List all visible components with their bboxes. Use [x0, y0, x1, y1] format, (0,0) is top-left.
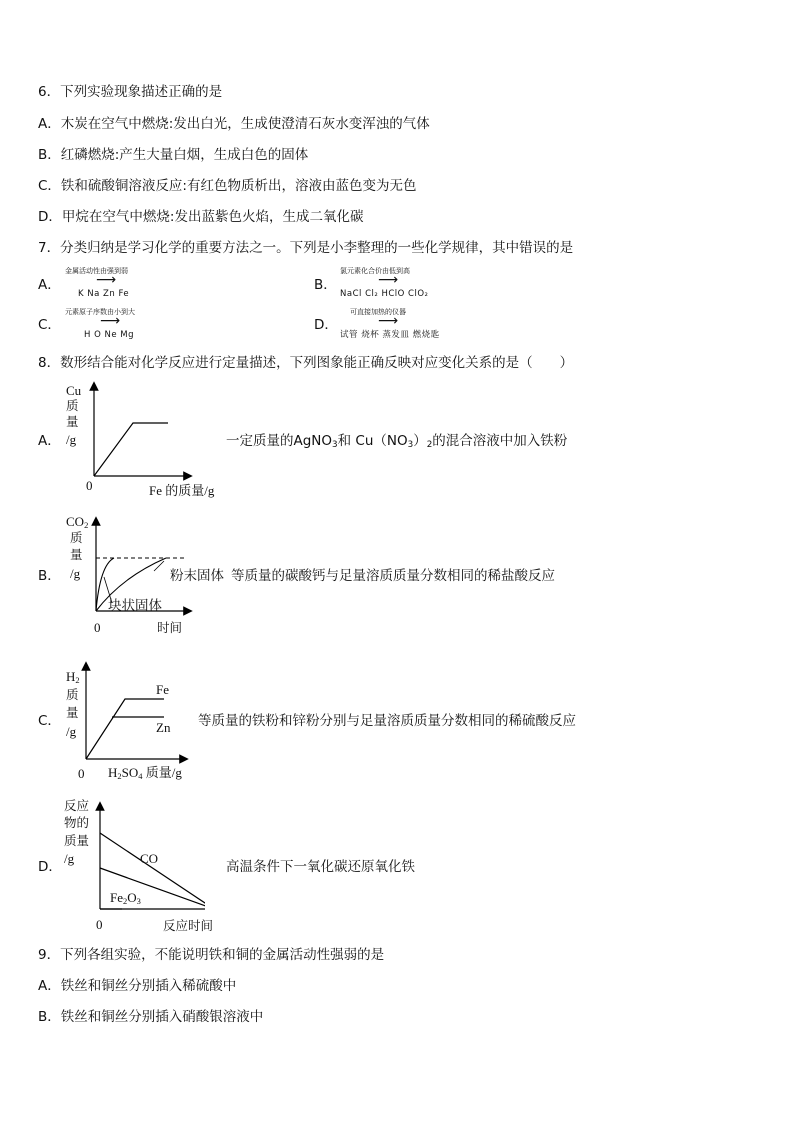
- q9-option-b[interactable]: B．铁丝和铜丝分别插入硝酸银溶液中: [38, 1009, 264, 1025]
- q6-option-d[interactable]: D．甲烷在空气中燃烧:发出蓝紫色火焰，生成二氧化碳: [38, 209, 364, 225]
- q8-option-c-label: C．: [38, 713, 61, 729]
- graph-c-ylabel-top: $H_2$: [66, 669, 80, 686]
- q7-option-a-items: K Na Zn Fe: [78, 289, 130, 299]
- graph-b-ylabel-3: /g: [70, 566, 81, 581]
- q7-option-d-items: 试管 烧杯 蒸发皿 燃烧匙: [340, 330, 440, 340]
- q8-option-d-label: D．: [38, 859, 62, 875]
- q7-option-d-label: D．: [314, 317, 338, 333]
- q6-option-a[interactable]: A．木炭在空气中燃烧:发出白光，生成使澄清石灰水变浑浊的气体: [38, 116, 430, 132]
- curve-fe: [86, 699, 164, 759]
- q8-option-a-desc: 一定质量的AgNO$_3$和 $Cu(NO_3)_2$的混合溶液中加入铁粉: [226, 433, 568, 451]
- q6-option-b[interactable]: B．红磷燃烧:产生大量白烟，生成白色的固体: [38, 147, 309, 163]
- q6-stem: 6．下列实验现象描述正确的是: [38, 84, 223, 100]
- q7-option-c-caption: 元素原子序数由小到大: [65, 308, 135, 316]
- graph-b-curve-powder-label: 粉末固体: [170, 568, 224, 584]
- graph-a-ylabel-1: Cu: [66, 383, 82, 398]
- graph-b-ylabel-top: $CO_2$: [66, 514, 89, 531]
- q7-stem: 7．分类归纳是学习化学的重要方法之一。下列是小李整理的一些化学规律，其中错误的是: [38, 240, 574, 256]
- graph-a-ylabel-4: /g: [66, 432, 77, 447]
- graph-a-ylabel-2: 质: [66, 398, 79, 413]
- graph-a-xlabel: Fe 的质量/g: [149, 483, 215, 498]
- graph-b-xlabel: 时间: [157, 620, 183, 635]
- q7-option-c-label: C．: [38, 317, 61, 333]
- q7-option-c-items: H O Ne Mg: [84, 330, 135, 340]
- arrow-right-icon: ⟶: [378, 272, 399, 288]
- q7-option-a-label: A．: [38, 277, 61, 293]
- q7-option-b-label: B．: [314, 277, 337, 293]
- q8-option-a-label: A．: [38, 433, 61, 449]
- q6-option-c[interactable]: C．铁和硫酸铜溶液反应:有红色物质析出，溶液由蓝色变为无色: [38, 178, 417, 194]
- arrow-right-icon: ⟶: [96, 272, 117, 288]
- graph-d-ylabel-3: 质量: [64, 833, 90, 848]
- q7-option-b-caption: 氯元素化合价由低到高: [340, 267, 410, 275]
- graph-c: [80, 660, 190, 765]
- graph-b-ylabel-2: 量: [70, 547, 83, 562]
- q9-stem: 9．下列各组实验，不能说明铁和铜的金属活动性强弱的是: [38, 947, 385, 963]
- arrow-right-icon: ⟶: [100, 313, 121, 329]
- q8-option-c-desc: 等质量的铁粉和锌粉分别与足量溶质质量分数相同的稀硫酸反应: [198, 713, 576, 729]
- graph-d-curve-fe2o3-label: $Fe_2O_3$: [110, 890, 141, 907]
- graph-d-xlabel: 反应时间: [163, 918, 214, 933]
- graph-c-origin: 0: [78, 766, 85, 781]
- graph-d-origin: 0: [96, 917, 103, 932]
- q9-option-a[interactable]: A．铁丝和铜丝分别插入稀硫酸中: [38, 978, 237, 994]
- graph-c-ylabel-1: 质: [66, 687, 79, 702]
- q7-option-b-items: NaCl Cl₂ HClO ClO₂: [340, 289, 429, 299]
- graph-b-origin: 0: [94, 620, 101, 635]
- arrow-right-icon: ⟶: [378, 313, 399, 329]
- q7-option-a-caption: 金属活动性由强到弱: [65, 267, 128, 275]
- graph-d-ylabel-1: 反应: [64, 798, 90, 813]
- q8-option-b-desc: 等质量的碳酸钙与足量溶质质量分数相同的稀盐酸反应: [231, 568, 555, 584]
- q8-option-b-label: B．: [38, 568, 61, 584]
- graph-d-ylabel-4: /g: [64, 851, 75, 866]
- graph-d-curve-co-label: CO: [140, 851, 159, 866]
- graph-a-origin: 0: [86, 478, 93, 493]
- graph-c-xlabel: $H_2SO_4$ 质量/g: [108, 765, 182, 782]
- graph-a: [80, 380, 200, 485]
- q8-option-d-desc: 高温条件下一氧化碳还原氧化铁: [226, 859, 415, 875]
- graph-d-ylabel-2: 物的: [64, 815, 90, 830]
- graph-c-curve-fe-label: Fe: [156, 682, 169, 697]
- graph-c-ylabel-2: 量: [66, 705, 79, 720]
- graph-b-ylabel-1: 质: [70, 530, 83, 545]
- q8-stem: 8．数形结合能对化学反应进行定量描述，下列图象能正确反映对应变化关系的是（ ）: [38, 355, 574, 371]
- graph-c-curve-zn-label: Zn: [156, 720, 171, 735]
- curve-cu: [94, 423, 168, 476]
- graph-a-ylabel-3: 量: [66, 414, 79, 429]
- graph-c-ylabel-3: /g: [66, 724, 77, 739]
- graph-b-curve-block-label: 块状固体: [108, 598, 162, 614]
- q7-option-d-caption: 可直接加热的仪器: [350, 308, 406, 316]
